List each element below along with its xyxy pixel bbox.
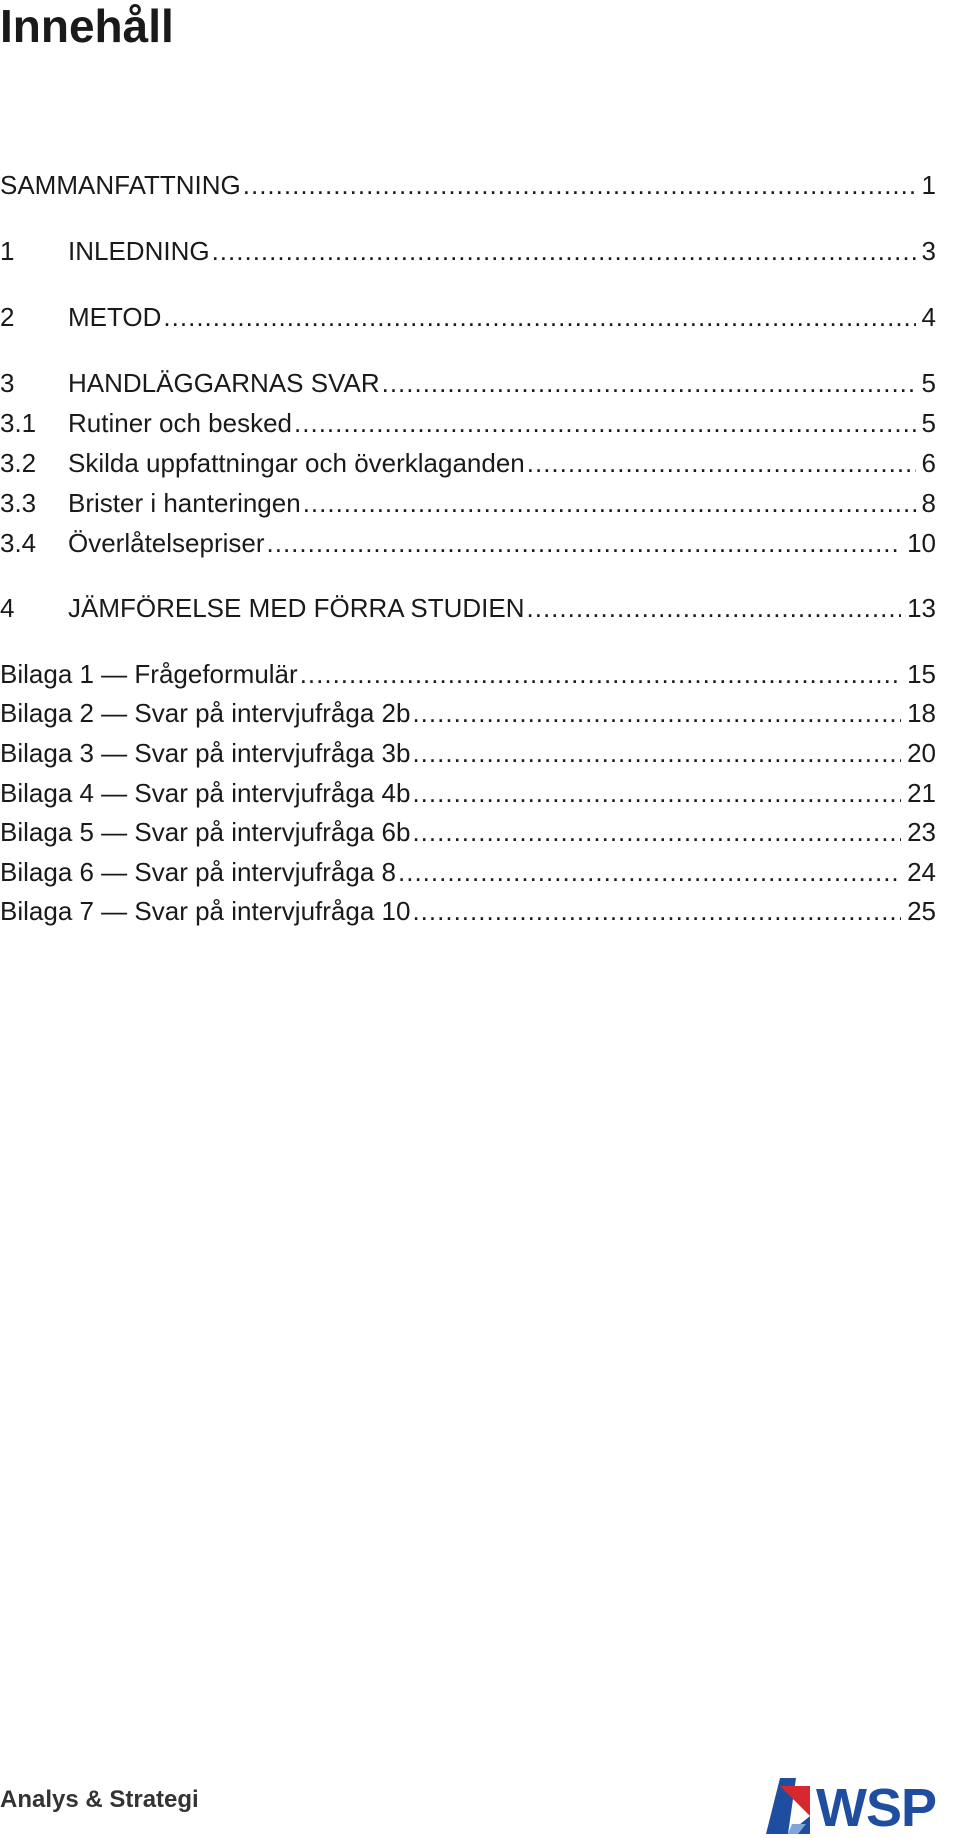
toc-entry-1[interactable] [0,234,936,268]
toc-leader [412,736,901,770]
toc-entry-summary[interactable] [0,168,936,202]
toc-entry-title: METOD [68,302,162,332]
toc-entry-number: 3.2 [0,448,37,478]
toc-leader [412,776,901,810]
toc-entry-page: 5 [921,368,936,398]
toc-entry-3[interactable] [0,366,936,400]
toc-entry-appendix-3[interactable] [0,736,936,770]
toc-leader [412,815,901,849]
toc-leader [412,696,901,730]
toc-entry-2[interactable] [0,300,936,334]
toc-entry-appendix-6[interactable] [0,855,936,889]
toc-entry-page: 8 [921,488,936,518]
toc-entry-page: 15 [907,659,936,689]
toc-leader [398,855,901,889]
toc-entry-title: INLEDNING [68,236,210,266]
toc-leader [243,168,916,202]
toc-entry-page: 21 [907,778,936,808]
toc-entry-page: 13 [907,593,936,623]
toc-entry-appendix-2[interactable] [0,696,936,730]
toc-leader [303,486,916,520]
toc-leader [300,657,901,691]
toc-entry-page: 20 [907,738,936,768]
toc-leader [382,366,916,400]
toc-entry-title: Bilaga 5 — Svar på intervjufråga 6b [0,817,411,847]
toc-leader [527,591,902,625]
toc-entry-appendix-7[interactable] [0,894,936,928]
toc-leader [527,446,916,480]
toc-leader [294,406,916,440]
toc-leader [212,234,916,268]
toc-entry-title: Överlåtelsepriser [68,528,265,558]
toc-entry-page: 18 [907,698,936,728]
toc-entry-title: Bilaga 3 — Svar på intervjufråga 3b [0,738,411,768]
toc-entry-3-2[interactable] [0,446,936,480]
toc-entry-3-1[interactable] [0,406,936,440]
toc-entry-page: 23 [907,817,936,847]
toc-entry-title: Bilaga 4 — Svar på intervjufråga 4b [0,778,411,808]
toc-entry-page: 3 [921,236,936,266]
toc-entry-3-4[interactable] [0,526,936,560]
toc-entry-title: SAMMANFATTNING [0,170,241,200]
toc-entry-title: Bilaga 6 — Svar på intervjufråga 8 [0,857,396,887]
toc-entry-number: 3.4 [0,528,37,558]
toc-entry-number: 2 [0,302,15,332]
toc-entry-title: JÄMFÖRELSE MED FÖRRA STUDIEN [68,593,525,623]
wsp-logo [766,1778,956,1834]
toc-entry-page: 24 [907,857,936,887]
toc-entry-appendix-5[interactable] [0,815,936,849]
toc-entry-number: 3.3 [0,488,37,518]
toc-entry-page: 25 [907,896,936,926]
toc-entry-3-3[interactable] [0,486,936,520]
toc-entry-number: 3 [0,368,15,398]
toc-entry-title: Bilaga 7 — Svar på intervjufråga 10 [0,896,411,926]
toc-leader [412,894,901,928]
page-title: Innehåll [0,0,174,52]
toc-entry-number: 4 [0,593,15,623]
toc-entry-title: Skilda uppfattningar och överklaganden [68,448,525,478]
logo-wordmark: WSP [816,1778,937,1834]
toc-entry-appendix-1[interactable] [0,657,936,691]
toc-entry-number: 1 [0,236,15,266]
toc-leader [163,300,915,334]
toc-entry-page: 1 [921,170,936,200]
toc-entry-4[interactable] [0,591,936,625]
toc-entry-title: Bilaga 2 — Svar på intervjufråga 2b [0,698,411,728]
toc-entry-title: HANDLÄGGARNAS SVAR [68,368,380,398]
toc-entry-appendix-4[interactable] [0,776,936,810]
toc-entry-number: 3.1 [0,408,37,438]
toc-entry-page: 5 [921,408,936,438]
toc-entry-page: 6 [921,448,936,478]
toc-entry-page: 4 [921,302,936,332]
toc-entry-title: Rutiner och besked [68,408,293,438]
footer-department: Analys & Strategi [0,1786,199,1813]
toc-entry-title: Bilaga 1 — Frågeformulär [0,659,298,689]
toc-leader [267,526,902,560]
toc-entry-page: 10 [907,528,936,558]
toc-entry-title: Brister i hanteringen [68,488,301,518]
